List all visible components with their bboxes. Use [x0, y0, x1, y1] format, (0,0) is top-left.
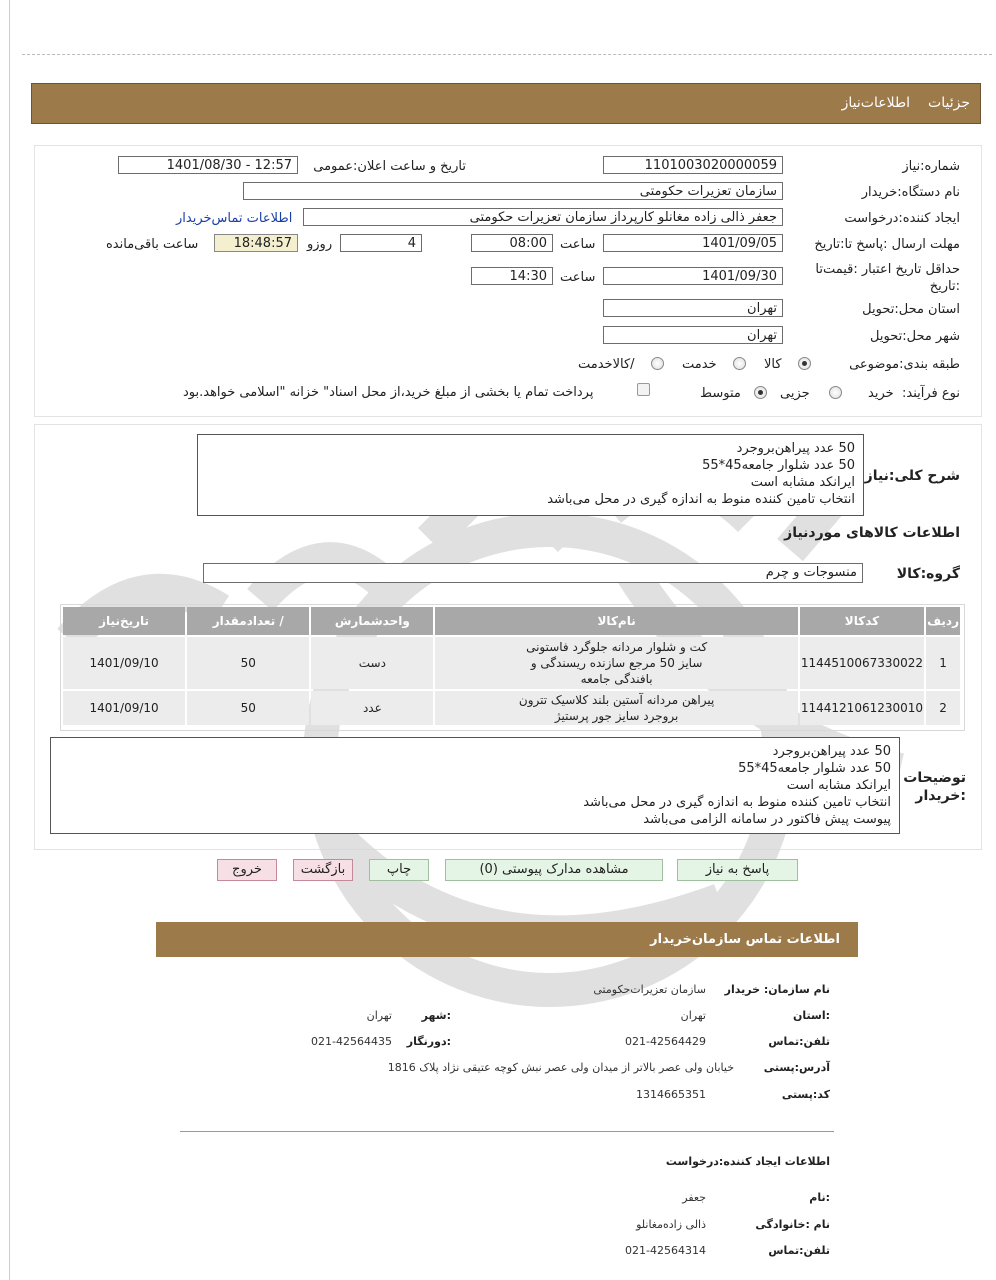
buyer-org-label: نام دستگاه:خریدار: [861, 185, 960, 200]
buyer-notes-line: 50 عدد پیراهن‌بروجرد: [772, 744, 891, 759]
creator-field[interactable]: جعفر ذالی زاده مغانلو کارپرداز سازمان تعزیرات حکومتی: [303, 208, 783, 226]
buyer-notes-label: توضیحات: [903, 770, 966, 786]
contact-title: اطلاعات تماس سازمان‌خریدار: [650, 932, 840, 947]
goods-section-title: اطلاعات کالاهای موردنیاز: [784, 525, 960, 541]
cell-unit: عدد: [311, 691, 433, 725]
exit-button[interactable]: خروج: [217, 859, 277, 881]
description-line: 50 عدد شلوار جامعه45*55: [702, 458, 855, 473]
need-number-label: شماره:نیاز: [902, 159, 960, 174]
announce-field[interactable]: 1401/08/30 - 12:57: [118, 156, 298, 174]
creator-phone-label: تلفن:تماس: [768, 1244, 830, 1257]
category-service-label: خدمت: [682, 357, 717, 372]
cell-date: 1401/09/10: [63, 691, 185, 725]
remaining-time-field: 18:48:57: [214, 234, 298, 252]
buyer-notes-line: انتخاب تامین کننده منوط به اندازه گیری در محل می‌باشد: [583, 795, 891, 810]
contact-fax-label: :دورنگار: [406, 1035, 451, 1048]
cell-qty: 50: [187, 691, 309, 725]
buyer-contact-link[interactable]: اطلاعات تماس‌خریدار: [176, 211, 293, 226]
cell-row: 1: [926, 637, 960, 689]
col-qty: / تعدادمقدار: [187, 607, 309, 635]
category-radio-service[interactable]: [733, 357, 746, 370]
table-row[interactable]: [63, 691, 960, 725]
contact-org-value: سازمان تعزیرات‌حکومتی: [593, 983, 706, 996]
creator-family-value: ذالی زاده‌مغانلو: [636, 1218, 706, 1231]
cell-code: 1144510067330022: [800, 637, 924, 689]
cell-date: 1401/09/10: [63, 637, 185, 689]
buyer-org-field[interactable]: سازمان تعزیرات حکومتی: [243, 182, 783, 200]
buyer-notes-line: 50 عدد شلوار جامعه45*55: [738, 761, 891, 776]
announce-label: تاریخ و ساعت اعلان:عمومی: [313, 159, 466, 174]
contact-header-bar: [156, 922, 858, 957]
back-button[interactable]: بازگشت: [293, 859, 353, 881]
days-field[interactable]: 4: [340, 234, 422, 252]
creator-phone-value: 021-42564314: [625, 1244, 706, 1257]
need-number-field[interactable]: 1101003020000059: [603, 156, 783, 174]
contact-phone-label: تلفن:تماس: [768, 1035, 830, 1048]
remaining-label: ساعت باقی‌مانده: [106, 237, 199, 252]
table-header-row: [63, 607, 960, 635]
province-label: استان محل:تحویل: [862, 302, 960, 317]
goods-group-label: گروه:کالا: [896, 566, 960, 582]
contact-province-label: :استان: [793, 1009, 830, 1022]
cell-unit: دست: [311, 637, 433, 689]
contact-postal-value: 1314665351: [636, 1088, 706, 1101]
validity-label: حداقل تاریخ اعتبار :قیمت‌تا: [815, 262, 960, 277]
contact-city-value: تهران: [366, 1009, 392, 1022]
deadline-label: مهلت ارسال :پاسخ تا:تاریخ: [814, 237, 960, 252]
cell-name-line: پیراهن مردانه آستین بلند کلاسیک تترون: [518, 693, 715, 707]
contact-address-label: آدرس:پستی: [763, 1061, 830, 1074]
process-purchase-label: خرید: [868, 386, 894, 401]
contact-city-label: :شهر: [421, 1009, 451, 1022]
category-radio-goods-service[interactable]: [651, 357, 664, 370]
contact-address-value: خیابان ولی عصر بالاتر از میدان ولی عصر نبش کوچه عتیقی نژاد پلاک 1816: [387, 1061, 734, 1074]
table-row[interactable]: [63, 637, 960, 689]
days-label: روزو: [307, 237, 333, 252]
deadline-time-label: ساعت: [560, 237, 596, 252]
contact-divider: [180, 1131, 834, 1132]
cell-code: 1144121061230010: [800, 691, 924, 725]
creator-info-title: اطلاعات ایجاد کننده:درخواست: [665, 1155, 830, 1168]
buyer-notes-line: ایرانکد مشابه است: [786, 778, 891, 793]
description-line: انتخاب تامین کننده منوط به اندازه گیری در محل می‌باشد: [547, 492, 855, 507]
cell-name-line: کت و شلوار مردانه جلوگرد فاستونی: [526, 640, 708, 654]
cell-name: [435, 637, 797, 689]
process-radio-medium[interactable]: [754, 386, 767, 399]
creator-label: ایجاد کننده:درخواست: [844, 211, 960, 226]
description-line: 50 عدد پیراهن‌بروجرد: [736, 441, 855, 456]
contact-phone-value: 021-42564429: [625, 1035, 706, 1048]
contact-org-label: نام سازمان: خریدار: [724, 983, 830, 996]
creator-family-label: نام :خانوادگی: [755, 1218, 830, 1231]
reply-button[interactable]: پاسخ به نیاز: [677, 859, 798, 881]
payment-checkbox[interactable]: [637, 383, 650, 396]
city-field[interactable]: تهران: [603, 326, 783, 344]
category-radio-goods[interactable]: [798, 357, 811, 370]
description-label: شرح کلی:نیاز: [864, 468, 960, 484]
attachments-button[interactable]: مشاهده مدارک پیوستی (0): [445, 859, 663, 881]
cell-name: [435, 691, 797, 725]
description-line: ایرانکد مشابه است: [750, 475, 855, 490]
col-code: کدکالا: [800, 607, 924, 635]
col-row: ردیف: [926, 607, 960, 635]
validity-time-field[interactable]: 14:30: [471, 267, 553, 285]
category-label: طبقه بندی:موضوعی: [849, 357, 960, 372]
col-date: تاریخ‌نیاز: [63, 607, 185, 635]
tab-details[interactable]: جزئیات: [928, 95, 970, 111]
province-field[interactable]: تهران: [603, 299, 783, 317]
validity-date-field[interactable]: 1401/09/30: [603, 267, 783, 285]
creator-name-value: جعفر: [682, 1191, 706, 1204]
validity-time-label: ساعت: [560, 270, 596, 285]
left-border-line: [9, 0, 10, 1280]
buyer-notes-line: پیوست پیش فاکتور در سامانه الزامی می‌باشد: [643, 812, 891, 827]
category-goods-service-label: /کالاخدمت: [578, 357, 635, 372]
cell-name-line: بافندگی جامعه: [580, 672, 653, 686]
cell-name-line: بروجرد سایز جور پرستیژ: [554, 709, 679, 723]
process-radio-partial[interactable]: [829, 386, 842, 399]
deadline-time-field[interactable]: 08:00: [471, 234, 553, 252]
col-unit: واحدشمارش: [311, 607, 433, 635]
process-partial-label: جزیی: [780, 386, 810, 401]
col-name: نام‌کالا: [435, 607, 797, 635]
creator-name-label: :نام: [809, 1191, 830, 1204]
contact-postal-label: کد:پستی: [781, 1088, 830, 1101]
deadline-date-field[interactable]: 1401/09/05: [603, 234, 783, 252]
tab-need-info[interactable]: اطلاعات‌نیاز: [841, 95, 910, 111]
category-goods-label: کالا: [764, 357, 782, 372]
payment-note: پرداخت تمام یا بخشی از مبلغ خرید،از محل اسناد" خزانه "اسلامی خواهد.بود: [183, 385, 594, 400]
goods-group-field[interactable]: منسوجات و چرم: [203, 563, 863, 583]
process-label-prefix: نوع فرآیند:: [902, 386, 960, 401]
goods-table: [61, 605, 962, 727]
tab-header-bar: [31, 83, 981, 124]
city-label: شهر محل:تحویل: [870, 329, 960, 344]
cell-row: 2: [926, 691, 960, 725]
process-medium-label: متوسط: [700, 386, 741, 401]
print-button[interactable]: چاپ: [369, 859, 429, 881]
buyer-notes-label-2: :خریدار: [915, 788, 966, 804]
cell-name-line: سایز 50 مرجع سازنده ریسندگی و: [530, 656, 703, 670]
cell-qty: 50: [187, 637, 309, 689]
description-textarea[interactable]: [197, 434, 864, 516]
contact-province-value: تهران: [680, 1009, 706, 1022]
contact-fax-value: 021-42564435: [311, 1035, 392, 1048]
validity-label-2: :تاریخ: [929, 279, 960, 294]
top-divider: [22, 54, 992, 55]
buyer-notes-textarea[interactable]: [50, 737, 900, 834]
